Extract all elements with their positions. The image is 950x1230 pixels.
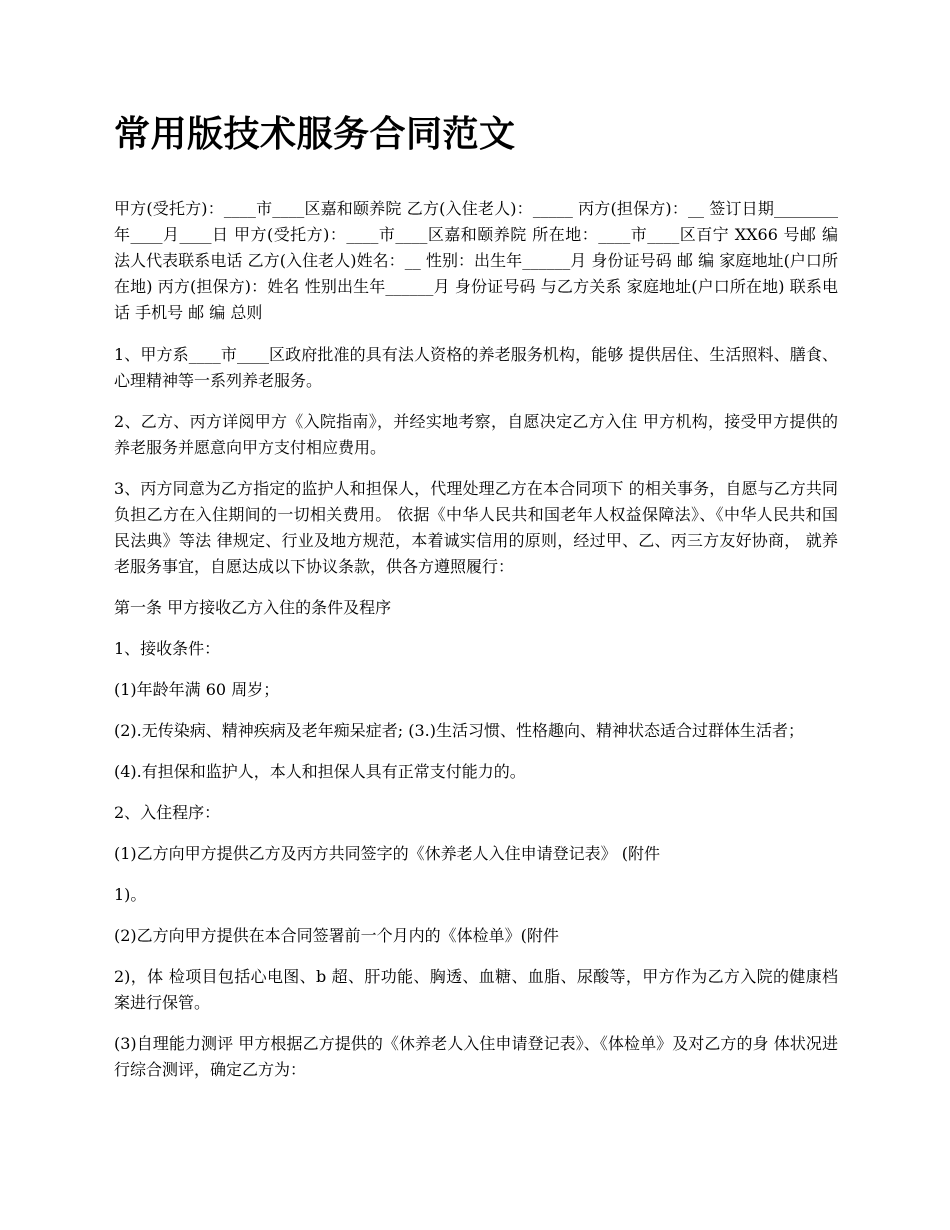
general-clause-2: 2、乙方、丙方详阅甲方《入院指南》，并经实地考察，自愿决定乙方入住 甲方机构，接受甲方提供的养老服务并愿意向甲方支付相应费用。 — [114, 412, 838, 457]
admission-conditions-heading: 1、接收条件： — [114, 639, 221, 658]
article-1-heading: 第一条 甲方接收乙方入住的条件及程序 — [114, 598, 392, 617]
general-clause-1: 1、甲方系____市____区政府批准的具有法人资格的养老服务机构，能够 提供居住、生活照料、膳食、心理精神等一系列养老服务。 — [114, 345, 838, 390]
condition-health: (2).无传染病、精神疾病及老年痴呆症者; (3.)生活习惯、性格趣向、精神状态适合过群体生活者； — [114, 721, 804, 740]
contract-parties-paragraph: 甲方(受托方)：____市____区嘉和颐养院 乙方(入住老人)：_____ 丙方(担保方)：__ 签订日期________年____月____日 甲方(受托方)：____市____区嘉和颐养院 所在地：____市____区百宁 XX66 号邮 编 法人代表联系电话 乙方(入住老人)姓名：__ 性别：出生年______月 身份证号码 邮 编 家庭地址(户口所在地) 丙方(担保方)：姓名 性别出生年______月 身份证号码 与乙方关系 家庭地址(户口所在地) 联系电话 手机号 邮 编 总则 — [114, 199, 838, 322]
admission-procedure-heading: 2、入住程序： — [114, 803, 221, 822]
procedure-step-2-details: 2)，体 检项目包括心电图、b 超、肝功能、胸透、血糖、血脂、尿酸等，甲方作为乙方入院的健康档案进行保管。 — [114, 967, 838, 1012]
procedure-step-3: (3)自理能力测评 甲方根据乙方提供的《休养老人入住申请登记表》、《体检单》及对乙方的身 体状况进行综合测评，确定乙方为： — [114, 1034, 838, 1079]
condition-age: (1)年龄年满 60 周岁； — [114, 680, 280, 699]
condition-guarantor: (4).有担保和监护人，本人和担保人具有正常支付能力的。 — [114, 762, 526, 781]
procedure-step-1: (1)乙方向甲方提供乙方及丙方共同签字的《休养老人入住申请登记表》 (附件 — [114, 844, 660, 863]
general-clause-3: 3、丙方同意为乙方指定的监护人和担保人，代理处理乙方在本合同项下 的相关事务，自愿与乙方共同负担乙方在入住期间的一切相关费用。 依据《中华人民共和国老年人权益保障法》、《中华人民共和国民法典》等法 律规定、行业及地方规范，本着诚实信用的原则，经过甲、乙、丙三方友好协商， 就养老服务事宜，自愿达成以下协议条款，供各方遵照履行： — [114, 479, 838, 576]
procedure-step-2: (2)乙方向甲方提供在本合同签署前一个月内的《体检单》(附件 — [114, 926, 559, 945]
procedure-step-1-attachment: 1)。 — [114, 885, 147, 904]
document-title: 常用版技术服务合同范文 — [114, 113, 516, 155]
